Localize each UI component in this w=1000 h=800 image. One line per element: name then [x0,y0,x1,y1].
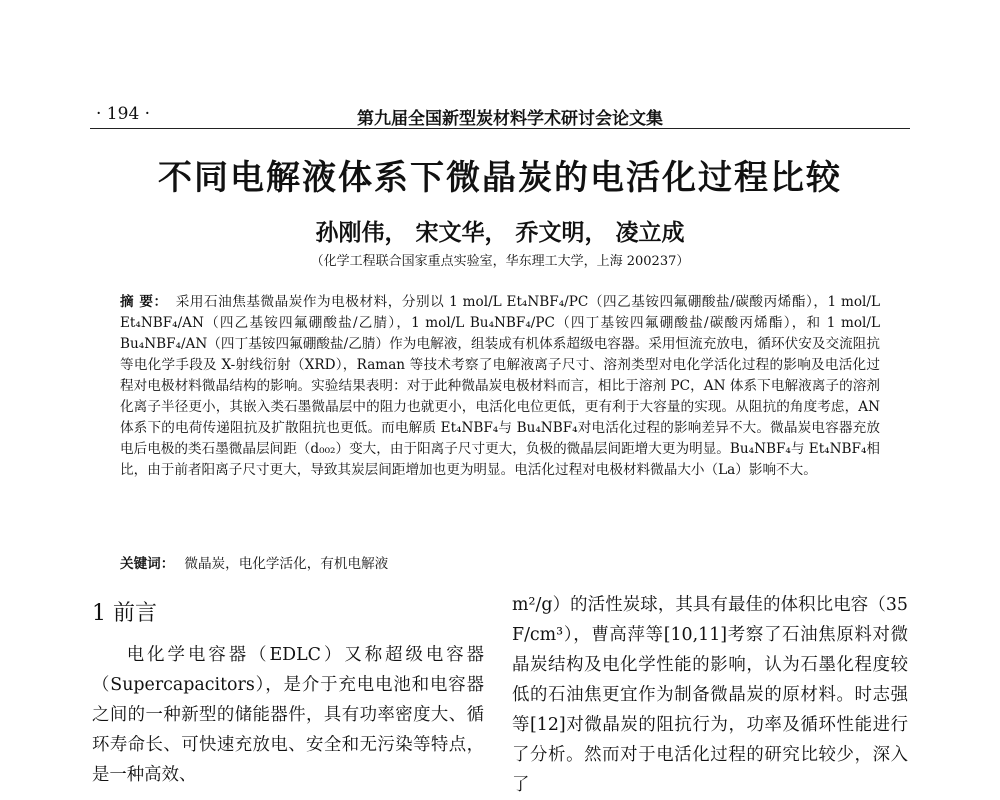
abstract [120,292,880,481]
running-header: 第九届全国新型炭材料学术研讨会论文集 [357,109,663,129]
page-number: · 194 · [96,104,151,124]
paper-title: 不同电解液体系下微晶炭的电活化过程比较 [158,158,842,198]
keywords-text: 微晶炭，电化学活化，有机电解液 [184,556,389,572]
keywords-label: 关键词： [120,556,175,572]
affiliation: （化学工程联合国家重点实验室，华东理工大学，上海 200237） [310,254,690,269]
author-list: 孙刚伟， 宋文华， 乔文明， 凌立成 [315,219,685,246]
header-rule [90,128,910,129]
abstract-text: 采用石油焦基微晶炭作为电极材料，分别以 1 mol/L Et₄NBF₄/PC（四乙基铵四氟硼酸盐/碳酸丙烯酯），1 mol/L Et₄NBF₄/AN（四乙基铵四氟硼酸盐/乙腈），1 mol/L Bu₄NBF₄/PC（四丁基铵四氟硼酸盐/碳酸丙烯酯），和 1 mol/L Bu₄NBF₄/AN（四丁基铵四氟硼酸盐/乙腈）作为电解液，组装成有机体系超级电容器。采用恒流充放电，循环伏安及交流阻抗等电化学手段及 X-射线衍射（XRD），Raman 等技术考察了电解液离子尺寸、溶剂类型对电化学活化过程的影响及电活化过程对电极材料微晶结构的影响。实验结果表明：对于此种微晶炭电极材料而言，相比于溶剂 PC，AN 体系下电解液离子的溶剂化离子半径更小，其嵌入类石墨微晶层中的阻力也就更小，电活化电位更低，更有利于大容量的实现。从阻抗的角度考虑，AN 体系下的电荷传递阻抗及扩散阻抗也更低。而电解质 Et₄NBF₄与 Bu₄NBF₄对电活化过程的影响差异不大。微晶炭电容器充放电后电极的类石墨微晶层间距（d₀₀₂）变大，由于阳离子尺寸更大，负极的微晶层间距增大更为明显。Bu₄NBF₄与 Et₄NBF₄相比，由于前者阳离子尺寸更大，导致其炭层间距增加也更为明显。电活化过程对电极材料微晶大小（La）影响不大。 [120,294,880,478]
right-column-text: m²/g）的活性炭球，其具有最佳的体积比电容（35 F/cm³），曹高萍等[10,11]考察了石油焦原料对微晶炭结构及电化学性能的影响，认为石墨化程度较低的石油焦更宜作为制备微晶炭的原材料。时志强等[12]对微晶炭的阻抗行为，功率及循环性能进行了分析。然而对于电活化过程的研究比较少，深入了 [512,595,908,795]
left-column-text: 电化学电容器（EDLC）又称超级电容器（Supercapacitors），是介于充电电池和电容器之间的一种新型的储能器件，具有功率密度大、循环寿命长、可快速充放电、安全和无污染等特点，是一种高效、 [92,645,484,785]
keywords [120,552,880,572]
section-heading: 1 前言 [92,601,157,626]
abstract-label: 摘 要： [120,294,168,310]
